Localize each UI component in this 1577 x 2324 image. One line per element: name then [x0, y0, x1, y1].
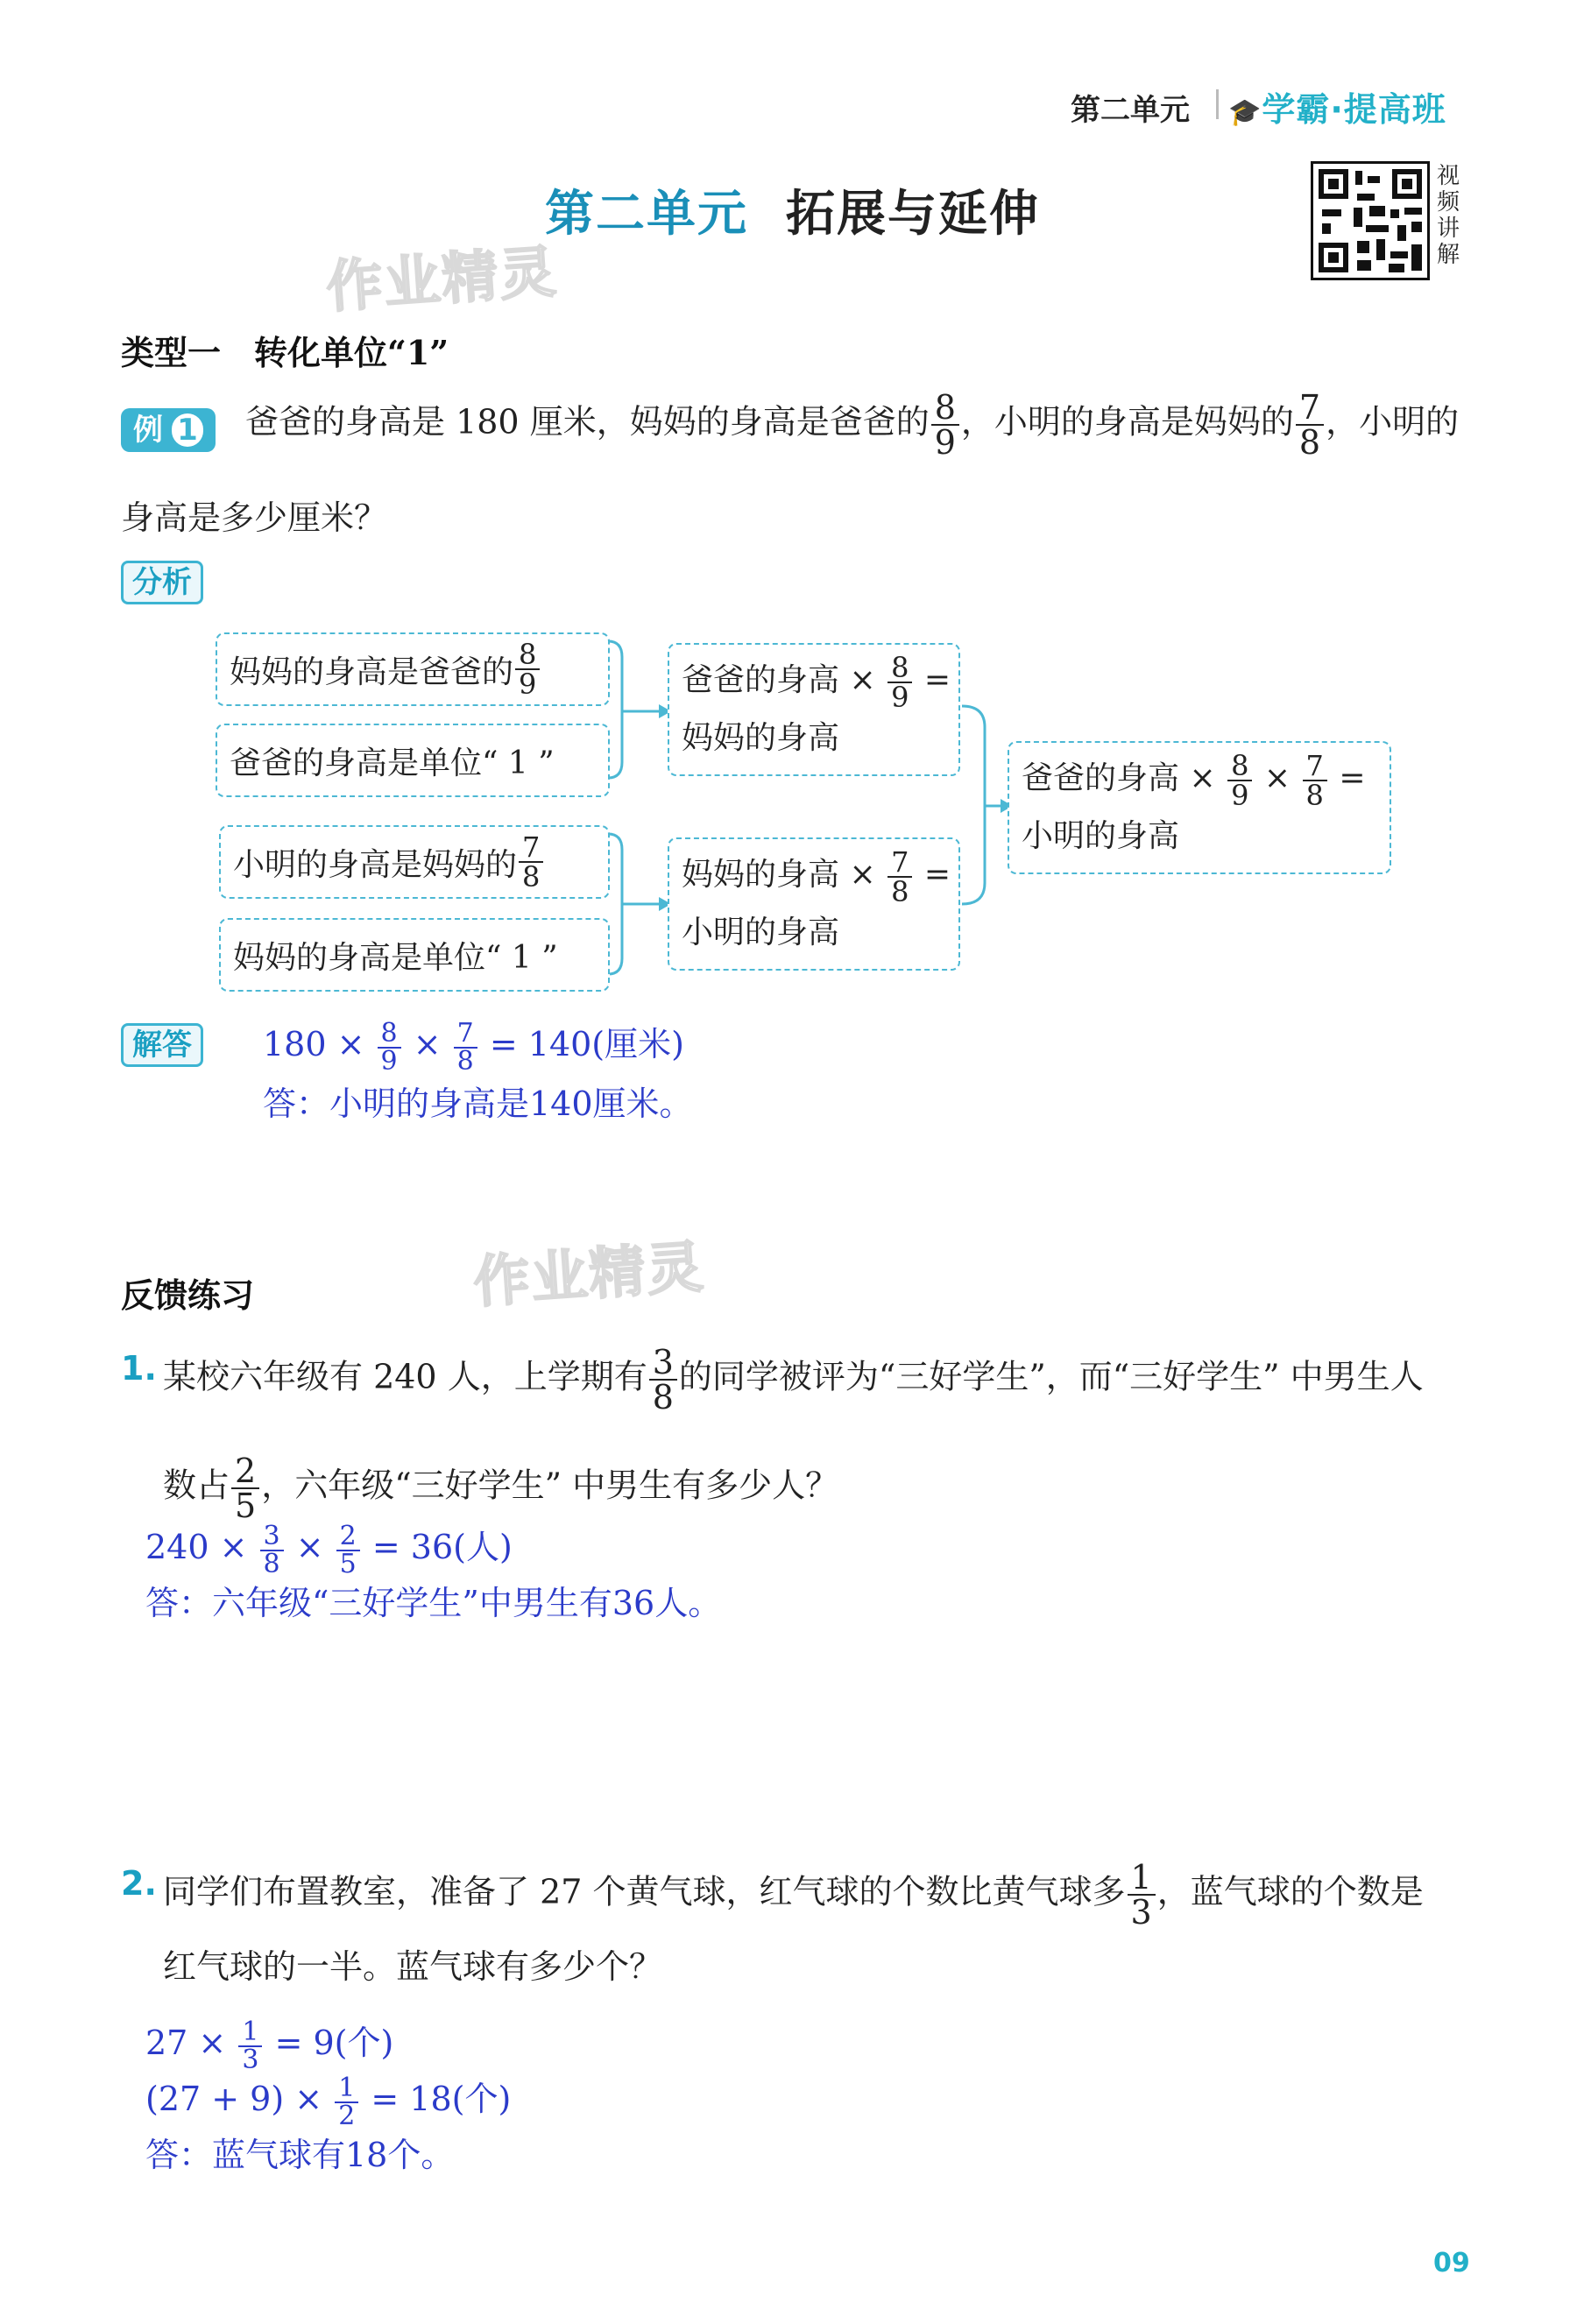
- watermark: 作业精灵: [324, 239, 560, 321]
- question-2-line-2: 红气球的一半。蓝气球有多少个？: [163, 1947, 663, 1986]
- analysis-tag: 分析: [121, 561, 203, 604]
- solution-tag: 解答: [121, 1023, 203, 1067]
- solution-calc: 180 × $\frac{8}{9}$ × $\frac{7}{8}$ = 140(厘米): [263, 1017, 684, 1077]
- header-brand: 🎓学霸·提高班: [1228, 90, 1446, 129]
- page-number: 09: [1433, 2248, 1470, 2278]
- question-1-line-1: 某校六年级有 240 人，上学期有 $\frac{3}{8}$ 的同学被评为“三好学生”，而“三好学生” 中男生人: [163, 1343, 1424, 1416]
- type1-heading: 类型一 转化单位“1”: [121, 333, 449, 372]
- example-tag: 例 1: [121, 408, 216, 452]
- qr-side-label: 视 频 讲 解: [1437, 163, 1460, 268]
- question-2-answer: 答：蓝气球有18个。: [145, 2136, 455, 2174]
- question-1-calc: 240 × $\frac{3}{8}$ × $\frac{2}{5}$ = 36(人): [145, 1520, 513, 1579]
- question-2-line-1: 同学们布置教室，准备了 27 个黄气球，红气球的个数比黄气球多 $\frac{1}{3}$ ，蓝气球的个数是: [163, 1858, 1424, 1932]
- solution-answer: 答：小明的身高是140厘米。: [263, 1084, 693, 1123]
- fraction: $\frac{7}{8}$: [1296, 391, 1324, 459]
- question-2-number: 2.: [121, 1864, 157, 1903]
- header-unit: 第二单元: [1071, 93, 1190, 128]
- diagram-box-4: 小明的身高是妈妈的 $\frac{7}{8}$: [219, 825, 610, 899]
- question-1-number: 1.: [121, 1349, 157, 1388]
- question-2-calc-2: (27 + 9) × $\frac{1}{2}$ = 18(个): [145, 2072, 512, 2131]
- diagram-box-6: 妈妈的身高 × $\frac{7}{8}$ = 小明的身高: [668, 837, 960, 971]
- page-title: 第二单元 拓展与延伸: [545, 185, 1040, 243]
- question-1-answer: 答：六年级“三好学生”中男生有36人。: [145, 1584, 722, 1622]
- diagram-box-2: 爸爸的身高是单位“ 1 ”: [216, 724, 610, 797]
- question-1-line-2: 数占 $\frac{2}{5}$ ，六年级“三好学生” 中男生有多少人？: [163, 1452, 839, 1525]
- mortarboard-icon: 🎓: [1228, 97, 1262, 128]
- question-2-calc-1: 27 × $\frac{1}{3}$ = 9(个): [145, 2016, 394, 2075]
- example-line-2: 身高是多少厘米？: [121, 498, 388, 537]
- diagram-box-3: 爸爸的身高 × $\frac{8}{9}$ = 妈妈的身高: [668, 643, 960, 776]
- watermark: 作业精灵: [471, 1234, 707, 1317]
- diagram-box-1: 妈妈的身高是爸爸的 $\frac{8}{9}$: [216, 632, 610, 706]
- example-line-1: 爸爸的身高是 180 厘米，妈妈的身高是爸爸的 $\frac{8}{9}$ ，小明的身高是妈妈的 $\frac{7}{8}$ ，小明的: [245, 388, 1460, 462]
- fraction: $\frac{8}{9}$: [931, 391, 959, 459]
- feedback-heading: 反馈练习: [121, 1275, 255, 1315]
- diagram-box-7: 爸爸的身高 × $\frac{8}{9}$ × $\frac{7}{8}$ = 小明的身高: [1008, 741, 1391, 874]
- diagram-box-5: 妈妈的身高是单位“ 1 ”: [219, 918, 610, 992]
